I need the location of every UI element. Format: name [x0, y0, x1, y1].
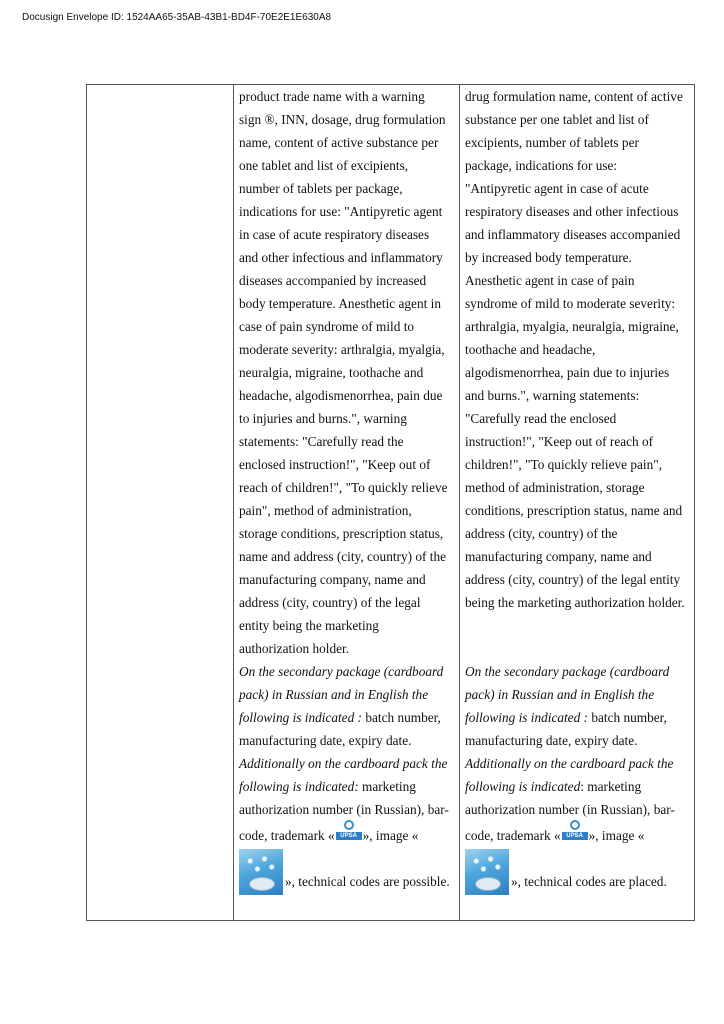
text-line: one tablet and list of excipients,	[239, 158, 409, 173]
text-line: method of administration, storage	[465, 480, 645, 495]
additional-line: Additionally on the cardboard pack the	[239, 756, 448, 771]
column-divider	[233, 85, 234, 920]
text-line: pain", method of administration,	[239, 503, 412, 518]
text-line: headache, algodismenorrhea, pain due	[239, 388, 443, 403]
text-line: indications for use: "Antipyretic agent	[239, 204, 443, 219]
text-run: », technical codes are possible.	[285, 874, 450, 889]
upsa-logo-icon: UPSA	[562, 824, 588, 842]
text-line: moderate severity: arthralgia, myalgia,	[239, 342, 445, 357]
text-line: package, indications for use:	[465, 158, 618, 173]
text-line: product trade name with a warning	[239, 89, 425, 104]
text-run: code, trademark «	[465, 828, 561, 843]
text-line: and burns.", warning statements:	[465, 388, 640, 403]
text-run: batch number,	[362, 710, 441, 725]
text-line: respiratory diseases and other infectious	[465, 204, 679, 219]
additional-line: authorization number (in Russian), bar-	[465, 802, 675, 817]
text-run: batch number,	[588, 710, 667, 725]
text-line: conditions, prescription status, name and	[465, 503, 683, 518]
upsa-logo-icon: UPSA	[336, 824, 362, 842]
text-run: », image «	[362, 828, 419, 843]
text-line: address (city, country) of the legal entity	[465, 572, 681, 587]
text-line: sign ®, INN, dosage, drug formulation	[239, 112, 446, 127]
text-line: statements: "Carefully read the	[239, 434, 404, 449]
tablet-image-icon	[465, 849, 509, 895]
italic-run: following is indicated :	[465, 710, 588, 725]
text-run: code, trademark «	[239, 828, 335, 843]
text-line: children!", "To quickly relieve pain",	[465, 457, 663, 472]
text-line: authorization holder.	[239, 641, 350, 656]
secondary-package-line: On the secondary package (cardboard	[465, 664, 670, 679]
text-line: name, content of active substance per	[239, 135, 439, 150]
text-line: "Carefully read the enclosed	[465, 411, 617, 426]
secondary-package-line: manufacturing date, expiry date.	[239, 733, 412, 748]
text-line: entity being the marketing	[239, 618, 379, 633]
secondary-package-line	[239, 706, 449, 729]
text-line: by increased body temperature.	[465, 250, 632, 265]
secondary-package-line: pack) in Russian and in English the	[465, 687, 655, 702]
blank-line	[465, 614, 685, 637]
text-run: », technical codes are placed.	[511, 874, 667, 889]
additional-line	[239, 775, 449, 798]
text-line: reach of children!", "To quickly relieve	[239, 480, 448, 495]
trademark-line	[465, 821, 685, 847]
trademark-line	[239, 821, 449, 847]
text-line: body temperature. Anesthetic agent in	[239, 296, 441, 311]
blank-line	[465, 637, 685, 660]
text-line: enclosed instruction!", "Keep out of	[239, 457, 431, 472]
text-line: instruction!", "Keep out of reach of	[465, 434, 654, 449]
italic-run: following is indicated	[465, 779, 581, 794]
italic-run: following is indicated :	[239, 710, 362, 725]
text-line: syndrome of mild to moderate severity:	[465, 296, 676, 311]
text-line: diseases accompanied by increased	[239, 273, 427, 288]
text-run: », image «	[588, 828, 645, 843]
text-line: "Antipyretic agent in case of acute	[465, 181, 649, 196]
text-line: substance per one tablet and list of	[465, 112, 649, 127]
tablet-image-icon	[239, 849, 283, 895]
text-line: algodismenorrhea, pain due to injuries	[465, 365, 670, 380]
text-line: neuralgia, migraine, toothache and	[239, 365, 424, 380]
text-run: marketing	[358, 779, 416, 794]
text-line: arthralgia, myalgia, neuralgia, migraine,	[465, 319, 679, 334]
additional-line	[465, 775, 685, 798]
text-line: number of tablets per package,	[239, 181, 403, 196]
additional-line: Additionally on the cardboard pack the	[465, 756, 674, 771]
image-line	[239, 847, 449, 895]
text-line: in case of acute respiratory diseases	[239, 227, 430, 242]
text-line: to injuries and burns.", warning	[239, 411, 407, 426]
column-1-text	[239, 85, 449, 895]
text-line: manufacturing company, name and	[465, 549, 652, 564]
text-line: and other infectious and inflammatory	[239, 250, 443, 265]
text-line: name and address (city, country) of the	[239, 549, 447, 564]
additional-line: authorization number (in Russian), bar-	[239, 802, 449, 817]
text-run: : marketing	[580, 779, 642, 794]
secondary-package-line: pack) in Russian and in English the	[239, 687, 429, 702]
text-line: address (city, country) of the	[465, 526, 618, 541]
text-line: being the marketing authorization holder.	[465, 595, 685, 610]
secondary-package-line: On the secondary package (cardboard	[239, 664, 444, 679]
text-line: manufacturing company, name and	[239, 572, 426, 587]
column-2-text	[465, 85, 685, 895]
text-line: case of pain syndrome of mild to	[239, 319, 415, 334]
italic-run: following is indicated:	[239, 779, 359, 794]
text-line: toothache and headache,	[465, 342, 596, 357]
text-line: Anesthetic agent in case of pain	[465, 273, 635, 288]
text-line: storage conditions, prescription status,	[239, 526, 444, 541]
text-line: address (city, country) of the legal	[239, 595, 421, 610]
envelope-id: Docusign Envelope ID: 1524AA65-35AB-43B1-BD4F-70E2E1E630A8	[22, 12, 332, 23]
content-table	[86, 84, 695, 921]
secondary-package-line	[465, 706, 685, 729]
column-divider	[459, 85, 460, 920]
secondary-package-line: manufacturing date, expiry date.	[465, 733, 638, 748]
text-line: excipients, number of tablets per	[465, 135, 639, 150]
image-line	[465, 847, 685, 895]
text-line: drug formulation name, content of active	[465, 89, 683, 104]
text-line: and inflammatory diseases accompanied	[465, 227, 681, 242]
